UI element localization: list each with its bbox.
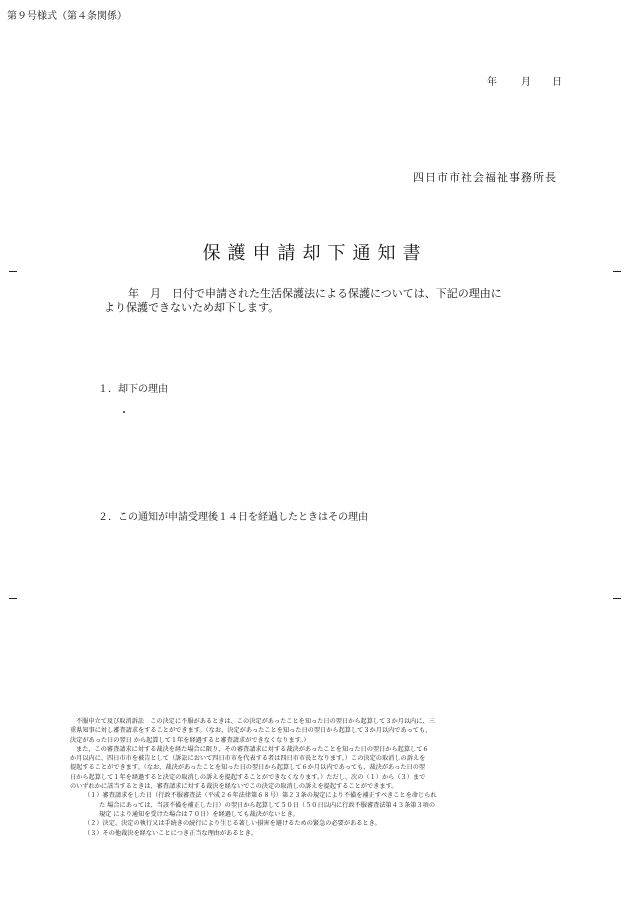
appeal-notice <box>70 717 540 838</box>
notice-body <box>104 287 552 315</box>
notice-body-line: より保護できないため却下します。 <box>104 301 280 314</box>
document-title: 保護申請却下通知書 <box>202 243 428 264</box>
appeal-notice-line: 日から起算して１年を経過すると決定の取消しの訴えを提起することができなくなります。）ただし、次の（１）から（３）まで <box>70 773 426 781</box>
appeal-notice-line: また、この審査請求に対する裁決を経た場合に限り、その審査請求に対する裁決があったことを知った日の翌日から起算して６ <box>76 745 429 753</box>
appeal-notice-line: か月以内に、四日市市を被告として（訴訟において四日市市を代表する者は四日市市長となります。）この決定の取消しの訴えを <box>70 755 426 763</box>
notice-body-line: 年 月 日付で申請された生活保護法による保護については、下記の理由に <box>128 287 502 300</box>
appeal-notice-line: 提起することができます。（なお、裁決があったことを知った日の翌日から起算して６か月以内であっても、裁決があった日の翌 <box>70 764 426 772</box>
appeal-notice-line: （３）その他裁決を経ないことにつき正当な理由があるとき。 <box>84 829 257 837</box>
issuer-name: 四日市市社会福祉事務所長 <box>413 171 557 184</box>
date-month-label: 月 <box>521 77 531 88</box>
fold-mark-right-top <box>613 271 621 272</box>
date-year-label: 年 <box>487 77 497 88</box>
form-number: 第９号様式（第４条関係） <box>7 11 127 22</box>
reason-bullet: ・ <box>119 408 129 419</box>
fold-mark-left-bottom <box>9 598 17 599</box>
appeal-notice-line: 重県知事に対し審査請求をすることができます。（なお、決定があったことを知った日の翌日から起算して３か月以内であっても、 <box>70 727 432 735</box>
appeal-notice-line: （２）決定、決定の執行又は手続きの続行により生じる著しい損害を避けるための緊急の必要があるとき。 <box>84 820 381 828</box>
fold-mark-right-bottom <box>613 598 621 599</box>
appeal-notice-line: 規定 により通知を受けた場合は７０日）を経過しても裁決がないとき。 <box>99 810 299 818</box>
appeal-notice-line: のいずれかに該当するときは、審査請求に対する裁決を経ないでこの決定の取消しの訴えを提起することができます。 <box>70 783 398 791</box>
appeal-notice-line: 決定があった日の翌日 から起算して１年を経過すると審査請求ができなくなります。） <box>70 736 310 744</box>
appeal-notice-line: （１）審査請求をした日（行政不服審査法（平成２６年法律第６８号）第２３条の規定により不備を補正すべきことを命じられ <box>84 792 437 800</box>
delay-reason-heading: ２．この通知が申請受理後１４日を経過したときはその理由 <box>98 512 368 523</box>
date-day-label: 日 <box>552 77 562 88</box>
appeal-notice-line: 不服申立て及び取消訴訟 この決定に不服があるときは、この決定があったことを知った日の翌日から起算して３か月以内に、三 <box>76 718 435 725</box>
reason-heading: １．却下の理由 <box>98 384 168 395</box>
appeal-notice-line: た 場合にあっては、当該不備を補正した日）の翌日から起算して５０日（５０日以内に行政不服審査法第４３条第３項の <box>99 801 436 809</box>
fold-mark-left-top <box>9 271 17 272</box>
